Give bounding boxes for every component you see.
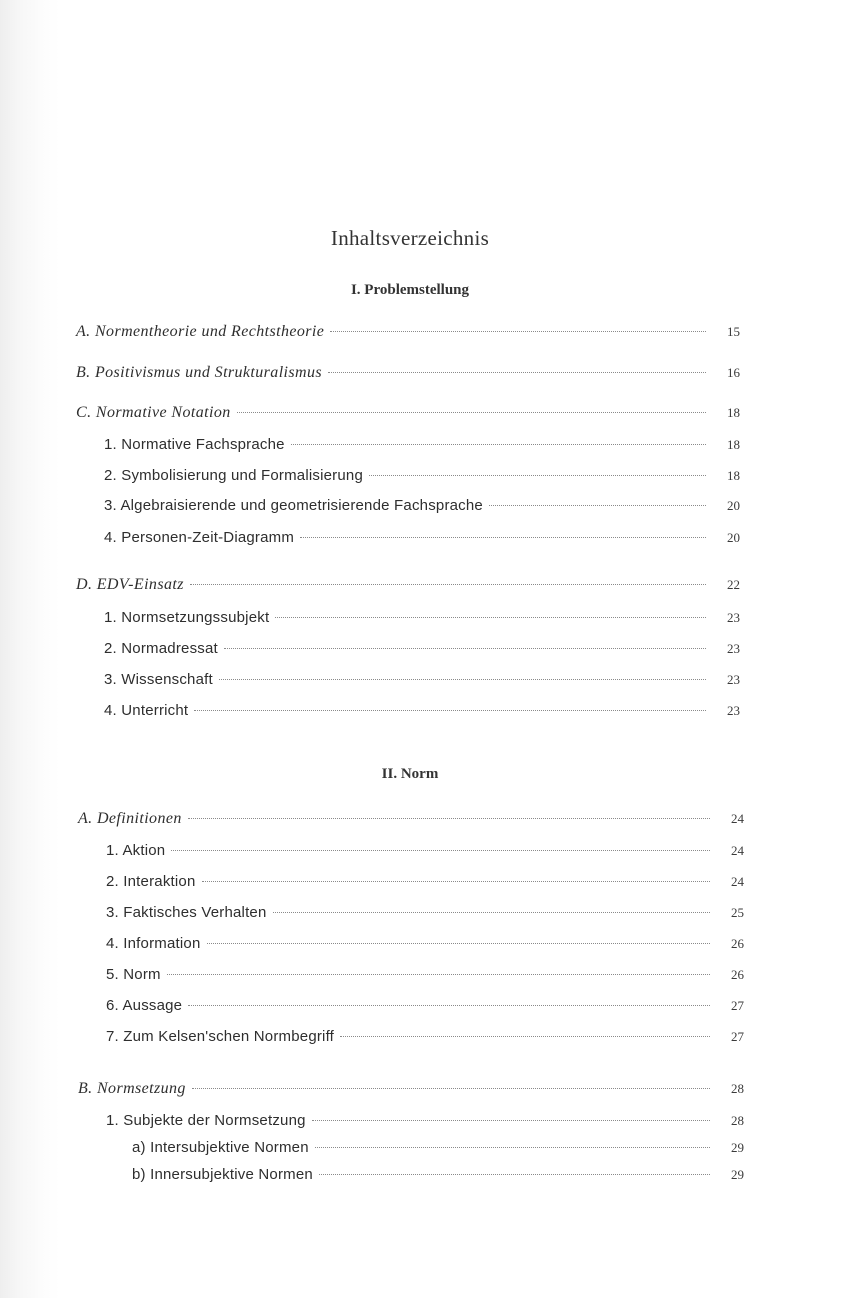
toc-entry	[106, 997, 744, 1017]
toc-entry	[104, 640, 740, 660]
leader-dots	[340, 1035, 710, 1037]
leader-dots	[319, 1173, 710, 1175]
page-number: 23	[727, 641, 740, 656]
toc-entry	[104, 702, 740, 722]
page-number: 18	[727, 468, 740, 483]
toc-entry	[106, 873, 744, 893]
entry-label: 3. Faktisches Verhalten	[106, 904, 267, 921]
toc-entry	[104, 467, 740, 487]
leader-dots	[369, 474, 706, 476]
page-number: 24	[731, 843, 744, 858]
entry-label: 1. Aktion	[106, 842, 166, 859]
page-number: 20	[727, 530, 740, 545]
leader-dots	[219, 678, 706, 680]
entry-label: 7. Zum Kelsen'schen Normbegriff	[106, 1028, 335, 1045]
toc-entry	[106, 1028, 744, 1048]
toc-entry	[132, 1166, 744, 1186]
entry-label: b) Innersubjektive Normen	[132, 1166, 313, 1183]
page-number: 15	[727, 324, 740, 339]
entry-label: D. EDV-Einsatz	[76, 576, 184, 593]
entry-label: 3. Algebraisierende und geometrisierende Fachsprache	[104, 497, 483, 514]
leader-dots	[188, 817, 710, 819]
entry-label: C. Normative Notation	[76, 404, 231, 421]
toc-entry	[76, 576, 740, 596]
leader-dots	[188, 1004, 710, 1006]
toc-entry	[106, 904, 744, 924]
toc-entry	[76, 364, 740, 384]
leader-dots	[330, 330, 706, 332]
leader-dots	[312, 1119, 710, 1121]
toc-entry	[104, 609, 740, 629]
leader-dots	[171, 849, 710, 851]
leader-dots	[237, 411, 706, 413]
entry-label: 6. Aussage	[106, 997, 183, 1014]
leader-dots	[194, 709, 706, 711]
leader-dots	[489, 504, 706, 506]
page-number: 23	[727, 703, 740, 718]
entry-label: 1. Subjekte der Normsetzung	[106, 1112, 306, 1129]
toc-entry	[104, 671, 740, 691]
page-number: 20	[727, 498, 740, 513]
leader-dots	[224, 647, 706, 649]
page-number: 22	[727, 577, 740, 592]
entry-label: a) Intersubjektive Normen	[132, 1139, 309, 1156]
page-number: 16	[727, 365, 740, 380]
toc-entry	[78, 810, 744, 830]
entry-label: 3. Wissenschaft	[104, 671, 213, 688]
leader-dots	[273, 911, 710, 913]
entry-label: 2. Symbolisierung und Formalisierung	[104, 467, 363, 484]
entry-label: 2. Normadressat	[104, 640, 218, 657]
entry-label: 4. Information	[106, 935, 201, 952]
toc-entry	[106, 842, 744, 862]
entry-label: 1. Normative Fachsprache	[104, 436, 285, 453]
page-number: 27	[731, 998, 744, 1013]
entry-label: 4. Personen-Zeit-Diagramm	[104, 529, 295, 546]
leader-dots	[300, 536, 706, 538]
leader-dots	[207, 942, 710, 944]
leader-dots	[192, 1087, 710, 1089]
entry-label: 1. Normsetzungssubjekt	[104, 609, 270, 626]
entry-label: 5. Norm	[106, 966, 161, 983]
leader-dots	[291, 443, 706, 445]
toc-entry	[132, 1139, 744, 1159]
toc-entry	[104, 436, 740, 456]
page-number: 24	[731, 811, 744, 826]
toc-entry	[106, 966, 744, 986]
page-number: 18	[727, 405, 740, 420]
leader-dots	[328, 371, 706, 373]
entry-label: A. Normentheorie und Rechtstheorie	[76, 323, 325, 340]
entry-label: 4. Unterricht	[104, 702, 189, 719]
page-number: 24	[731, 874, 744, 889]
leader-dots	[275, 616, 706, 618]
leader-dots	[315, 1146, 710, 1148]
page-number: 29	[731, 1140, 744, 1155]
toc-entry	[104, 529, 740, 549]
toc-entry	[76, 323, 740, 343]
entry-label: A. Definitionen	[78, 810, 182, 827]
toc-entry	[104, 497, 740, 517]
page-number: 29	[731, 1167, 744, 1182]
page-number: 23	[727, 672, 740, 687]
page-number: 27	[731, 1029, 744, 1044]
entry-label: B. Normsetzung	[78, 1080, 186, 1097]
toc-entry	[78, 1080, 744, 1100]
toc-entry	[106, 935, 744, 955]
page-number: 26	[731, 936, 744, 951]
page-number: 23	[727, 610, 740, 625]
page-number: 28	[731, 1081, 744, 1096]
page-number: 28	[731, 1113, 744, 1128]
toc-entry	[106, 1112, 744, 1132]
entry-label: B. Positivismus und Strukturalismus	[76, 364, 323, 381]
part-heading: II. Norm	[381, 766, 439, 782]
toc-title: Inhaltsverzeichnis	[330, 226, 490, 250]
page-number: 26	[731, 967, 744, 982]
leader-dots	[202, 880, 710, 882]
leader-dots	[167, 973, 710, 975]
part-heading: I. Problemstellung	[350, 282, 470, 298]
page-number: 25	[731, 905, 744, 920]
leader-dots	[190, 583, 706, 585]
toc-entry	[76, 404, 740, 424]
page-number: 18	[727, 437, 740, 452]
entry-label: 2. Interaktion	[106, 873, 196, 890]
